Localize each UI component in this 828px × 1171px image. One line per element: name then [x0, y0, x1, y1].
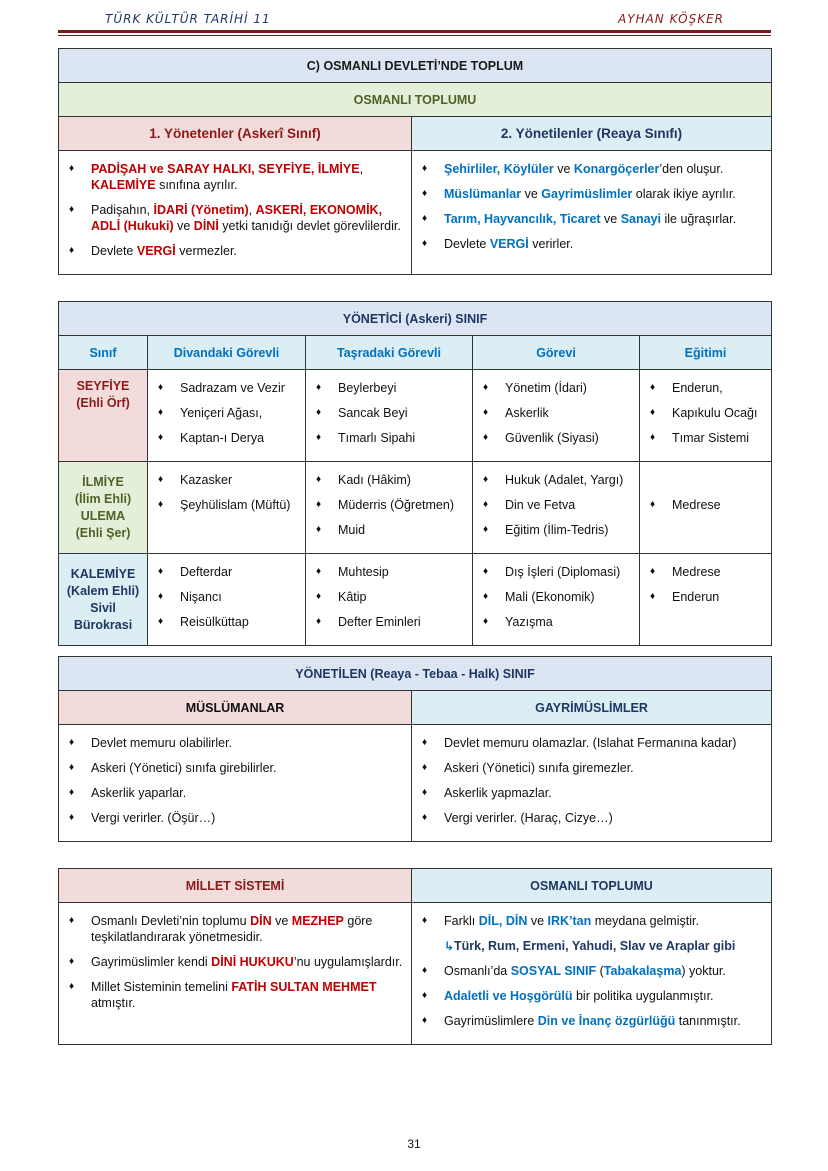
yonetilenler-list	[412, 151, 772, 275]
yonetici-sinif-table	[58, 301, 772, 646]
col-sinif: Sınıf	[59, 336, 148, 370]
list-item: ♦ Şeyhülislam (Müftü)	[156, 497, 297, 513]
list-item: ♦ Reisülküttap	[156, 614, 297, 630]
list-item: ♦ Padişahın, İDARİ (Yönetim), ASKERİ, EKONOMİK, ADLİ (Hukuki) ve DİNİ yetki tanıdığı devlet görevlilerdir.	[67, 202, 403, 234]
list-item: ♦ Dış İşleri (Diplomasi)	[481, 564, 631, 580]
list-item: ♦ Enderun	[648, 589, 763, 605]
list-item: ♦ Yazışma	[481, 614, 631, 630]
list-item: ♦ Güvenlik (Siyasi)	[481, 430, 631, 446]
list-item: ♦ Müderris (Öğretmen)	[314, 497, 464, 513]
yonetilen-sinif-table	[58, 656, 772, 842]
header-author: AYHAN KÖŞKER	[618, 12, 724, 26]
list-item: ♦ Kazasker	[156, 472, 297, 488]
list-item: ♦ Sadrazam ve Vezir	[156, 380, 297, 396]
list-item: ♦ Müslümanlar ve Gayrimüslimler olarak ikiye ayrılır.	[420, 186, 763, 202]
list-item: ♦ PADİŞAH ve SARAY HALKI, SEYFİYE, İLMİYE, KALEMİYE sınıfına ayrılır.	[67, 161, 403, 193]
yonetilenler-heading: 2. Yönetilenler (Reaya Sınıfı)	[412, 117, 772, 151]
list-item: ♦ Farklı DİL, DİN ve IRK’tan meydana gelmiştir.	[420, 913, 763, 929]
list-item: ♦ Nişancı	[156, 589, 297, 605]
ilmiye-label: İLMİYE (İlim Ehli) ULEMA (Ehli Şer)	[59, 462, 148, 554]
millet-sistemi-heading: MİLLET SİSTEMİ	[59, 869, 412, 903]
list-item: ♦ Enderun,	[648, 380, 763, 396]
list-item: ♦ Kapıkulu Ocağı	[648, 405, 763, 421]
list-item: ♦ Kâtip	[314, 589, 464, 605]
millet-sistemi-list	[59, 903, 412, 1045]
list-item: ♦ Devlet memuru olamazlar. (Islahat Fermanına kadar)	[420, 735, 763, 751]
list-item: ♦ Tımarlı Sipahi	[314, 430, 464, 446]
list-item: ♦ Askerlik yapmazlar.	[420, 785, 763, 801]
list-item: ♦ Askeri (Yönetici) sınıfa giremezler.	[420, 760, 763, 776]
list-item: ♦ Eğitim (İlim-Tedris)	[481, 522, 631, 538]
list-item: ♦ Devlete VERGİ vermezler.	[67, 243, 403, 259]
list-item: ♦ Askeri (Yönetici) sınıfa girebilirler.	[67, 760, 403, 776]
table3-title: YÖNETİLEN (Reaya - Tebaa - Halk) SINIF	[59, 657, 772, 691]
header-rule-thin	[58, 35, 771, 36]
list-item: ♦ Tarım, Hayvancılık, Ticaret ve Sanayi ile uğraşırlar.	[420, 211, 763, 227]
kalemiye-label: KALEMİYE (Kalem Ehli) Sivil Bürokrasi	[59, 554, 148, 646]
table1-title: C) OSMANLI DEVLETİ’NDE TOPLUM	[59, 49, 772, 83]
muslumanlar-heading: MÜSLÜMANLAR	[59, 691, 412, 725]
list-item: ♦ Gayrimüslimler kendi DİNİ HUKUKU’nu uygulamışlardır.	[67, 954, 403, 970]
list-item: ♦ Kadı (Hâkim)	[314, 472, 464, 488]
list-item: ♦ Medrese	[648, 497, 763, 513]
table-row	[59, 370, 772, 462]
list-item: ♦ Gayrimüslimlere Din ve İnanç özgürlüğü tanınmıştır.	[420, 1013, 763, 1029]
table2-title: YÖNETİCİ (Askeri) SINIF	[59, 302, 772, 336]
yonetenler-list	[59, 151, 412, 275]
list-item: ♦ Medrese	[648, 564, 763, 580]
col-egitimi: Eğitimi	[640, 336, 772, 370]
list-item: ♦ Devlete VERGİ verirler.	[420, 236, 763, 252]
table1-subtitle: OSMANLI TOPLUMU	[59, 83, 772, 117]
list-item: ♦ Adaletli ve Hoşgörülü bir politika uygulanmıştır.	[420, 988, 763, 1004]
col-tasra: Taşradaki Görevli	[306, 336, 473, 370]
list-item: ♦ Yönetim (İdari)	[481, 380, 631, 396]
yonetenler-heading: 1. Yönetenler (Askerî Sınıf)	[59, 117, 412, 151]
header-course-title: TÜRK KÜLTÜR TARİHİ 11	[105, 12, 271, 26]
osmanli-toplumu-list	[412, 903, 772, 1045]
list-item: ♦ Askerlik yaparlar.	[67, 785, 403, 801]
millet-sistemi-table	[58, 868, 772, 1045]
list-item: ♦ Sancak Beyi	[314, 405, 464, 421]
list-item: ♦ Vergi verirler. (Öşür…)	[67, 810, 403, 826]
muslumanlar-list	[59, 725, 412, 842]
table-row	[59, 462, 772, 554]
list-item: ♦ Defter Eminleri	[314, 614, 464, 630]
list-item: ♦ Tımar Sistemi	[648, 430, 763, 446]
list-item: ♦ Muid	[314, 522, 464, 538]
page-number: 31	[407, 1137, 421, 1151]
list-item: ♦ Din ve Fetva	[481, 497, 631, 513]
list-item: ♦ Beylerbeyi	[314, 380, 464, 396]
osmanli-toplum-table	[58, 48, 772, 275]
gayrimuslimler-heading: GAYRİMÜSLİMLER	[412, 691, 772, 725]
list-item: ♦ Kaptan-ı Derya	[156, 430, 297, 446]
list-item: ♦ Millet Sisteminin temelini FATİH SULTAN MEHMET atmıştır.	[67, 979, 403, 1011]
list-item: ♦ Devlet memuru olabilirler.	[67, 735, 403, 751]
list-item: ♦ Yeniçeri Ağası,	[156, 405, 297, 421]
list-item: ♦ Vergi verirler. (Haraç, Cizye…)	[420, 810, 763, 826]
list-item: ↳ Türk, Rum, Ermeni, Yahudi, Slav ve Araplar gibi	[420, 938, 763, 954]
list-item: ♦ Hukuk (Adalet, Yargı)	[481, 472, 631, 488]
gayrimuslimler-list	[412, 725, 772, 842]
list-item: ♦ Defterdar	[156, 564, 297, 580]
list-item: ♦ Muhtesip	[314, 564, 464, 580]
list-item: ♦ Şehirliler, Köylüler ve Konargöçerler’den oluşur.	[420, 161, 763, 177]
table-row	[59, 554, 772, 646]
seyfiye-label: SEYFİYE (Ehli Örf)	[59, 370, 148, 462]
list-item: ♦ Osmanlı’da SOSYAL SINIF (Tabakalaşma) yoktur.	[420, 963, 763, 979]
col-divan: Divandaki Görevli	[148, 336, 306, 370]
list-item: ♦ Askerlik	[481, 405, 631, 421]
col-gorevi: Görevi	[473, 336, 640, 370]
list-item: ♦ Mali (Ekonomik)	[481, 589, 631, 605]
header-rule	[58, 30, 771, 33]
osmanli-toplumu-heading: OSMANLI TOPLUMU	[412, 869, 772, 903]
list-item: ♦ Osmanlı Devleti’nin toplumu DİN ve MEZHEP göre teşkilatlandırarak yönetmesidir.	[67, 913, 403, 945]
